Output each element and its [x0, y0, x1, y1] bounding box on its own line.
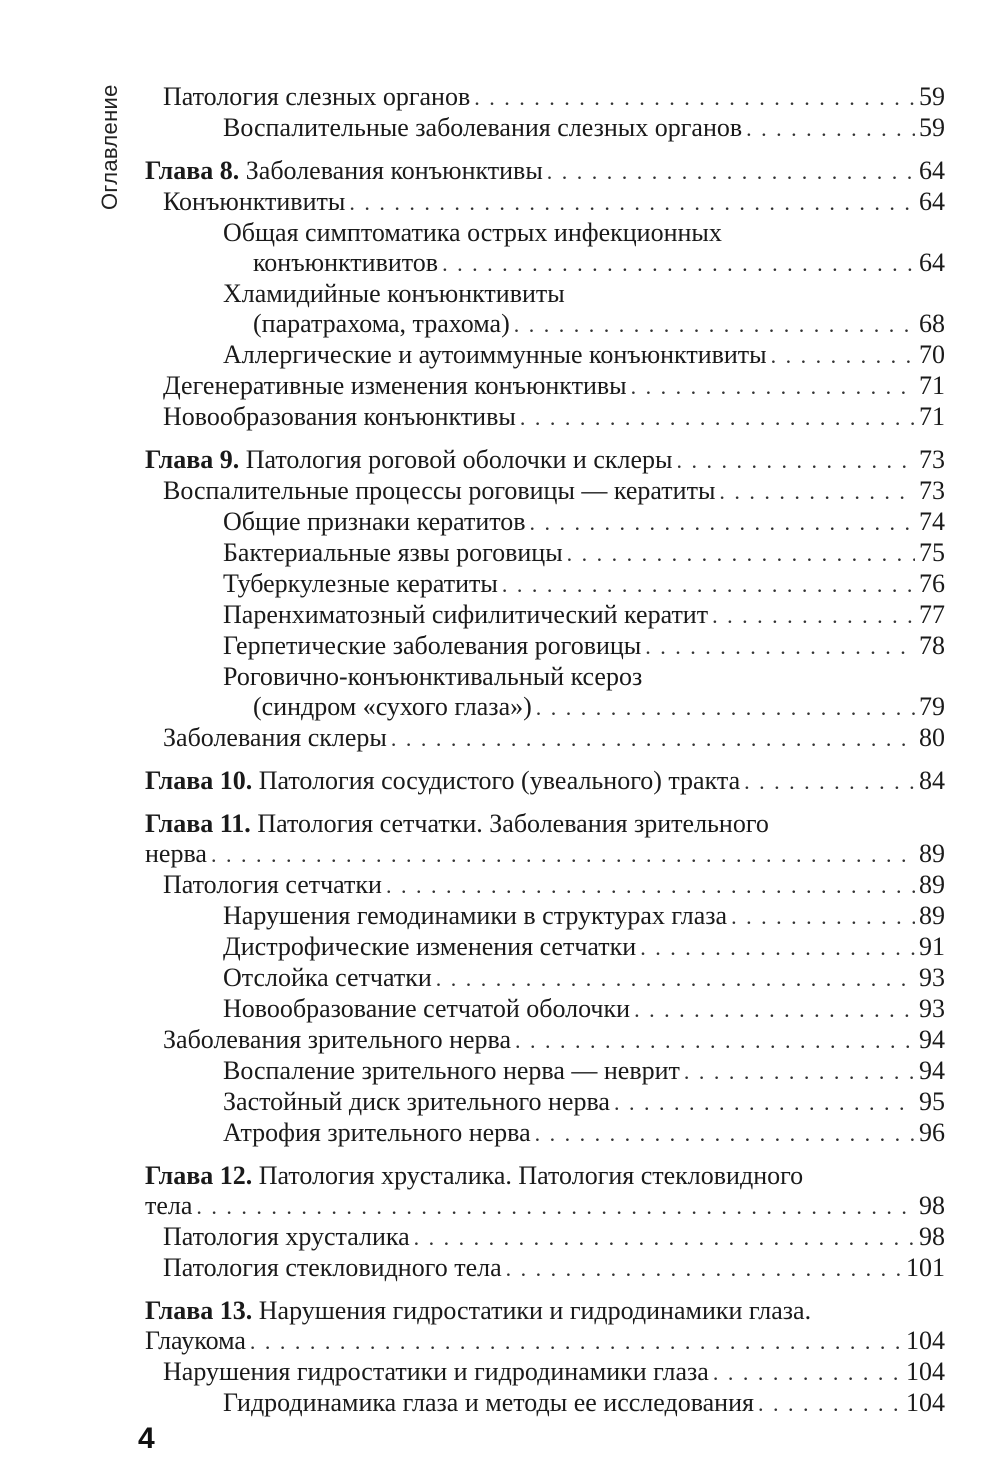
toc-entry[interactable] [145, 994, 945, 1025]
toc-entry[interactable] [145, 1056, 945, 1087]
toc-entry-title: Аллергические и аутоиммунные конъюнктивиты [223, 340, 767, 369]
toc-page-number: 91 [919, 932, 945, 961]
chapter-label: Глава 10. [145, 766, 253, 795]
toc-entry-title-line1: Нарушения гидростатики и гидродинамики глаза. [258, 1296, 812, 1325]
toc-entry[interactable] [145, 1118, 945, 1149]
toc-entry-title: Патология хрусталика [163, 1222, 410, 1251]
toc-page-number: 64 [919, 187, 945, 216]
dot-leader [712, 601, 915, 631]
toc-entry[interactable] [145, 901, 945, 932]
toc-page-number: 59 [919, 113, 945, 142]
toc-page-number: 94 [919, 1056, 945, 1085]
toc-entry-title: Нарушения гидростатики и гидродинамики глаза [163, 1357, 709, 1386]
dot-leader [713, 1358, 902, 1388]
toc-page-number: 71 [919, 371, 945, 400]
toc-entry-title: конъюнктивитов [253, 248, 439, 277]
dot-leader [506, 1254, 902, 1284]
chapter-label: Глава 12. [145, 1161, 253, 1190]
toc-entry-title: Дистрофические изменения сетчатки [223, 932, 637, 961]
toc-entry[interactable] [145, 963, 945, 994]
dot-leader [640, 933, 915, 963]
toc-entry-title: Воспаление зрительного нерва — неврит [223, 1056, 680, 1085]
toc-entry-title: Общие признаки кератитов [223, 507, 526, 536]
toc-page-number: 59 [919, 82, 945, 111]
toc-entry-title: Отслойка сетчатки [223, 963, 432, 992]
page-number: 4 [138, 1422, 155, 1455]
toc-entry[interactable] [145, 340, 945, 371]
running-head: Оглавление [97, 84, 122, 210]
toc-entry-title: Нарушения гемодинамики в структурах глаза [223, 901, 728, 930]
toc-entry[interactable] [145, 932, 945, 963]
toc-page-number: 96 [919, 1118, 945, 1147]
toc-page-number: 80 [919, 723, 945, 752]
dot-leader [515, 1026, 915, 1056]
toc-page-number: 71 [919, 402, 945, 431]
toc-page-number: 78 [919, 631, 945, 660]
toc-entry-title: (синдром «сухого глаза») [253, 692, 532, 721]
toc-page-number: 95 [919, 1087, 945, 1116]
dot-leader [349, 188, 915, 218]
toc-entry[interactable] [145, 1388, 945, 1419]
toc-entry[interactable] [145, 279, 945, 340]
toc-entry-title: (паратрахома, трахома) [253, 309, 510, 338]
dot-leader [436, 964, 915, 994]
toc-entry[interactable] [145, 631, 945, 662]
toc-page-number: 104 [906, 1357, 945, 1386]
toc-page-number: 77 [919, 600, 945, 629]
toc-page-number: 89 [919, 901, 945, 930]
toc-page-number: 64 [919, 156, 945, 185]
toc-entry-title: Герпетические заболевания роговицы [223, 631, 642, 660]
toc-entry-title: Новообразования конъюнктивы [163, 402, 516, 431]
toc-entry[interactable] [145, 218, 945, 279]
toc-page-number: 73 [919, 445, 945, 474]
toc-chapter-entry[interactable] [145, 766, 945, 797]
toc-entry-title-line1: Патология хрусталика. Патология стекловидного [258, 1161, 804, 1190]
toc-entry[interactable] [145, 870, 945, 901]
dot-leader [391, 724, 915, 754]
toc-chapter-entry[interactable] [145, 445, 945, 476]
dot-leader [414, 1223, 915, 1253]
toc-page-number: 104 [906, 1388, 945, 1417]
toc-entry[interactable] [145, 187, 945, 218]
toc-entry-title: Патология роговой оболочки и склеры [245, 445, 673, 474]
toc-entry-title: Патология стекловидного тела [163, 1253, 502, 1282]
dot-leader [442, 249, 915, 279]
dot-leader [196, 1192, 915, 1222]
toc-page-number: 75 [919, 538, 945, 567]
chapter-label: Глава 13. [145, 1296, 253, 1325]
dot-leader [614, 1088, 915, 1118]
toc-entry-title: Конъюнктивиты [163, 187, 346, 216]
toc-page-number: 89 [919, 839, 945, 868]
toc-page-number: 73 [919, 476, 945, 505]
toc-entry-title: Патология сосудистого (увеального) тракта [258, 766, 741, 795]
toc-page-number: 68 [919, 309, 945, 338]
toc-entry[interactable] [145, 82, 945, 113]
toc-entry-title: Патология сетчатки [163, 870, 382, 899]
toc-entry[interactable] [145, 600, 945, 631]
toc-entry[interactable] [145, 371, 945, 402]
dot-leader [719, 477, 915, 507]
toc-entry-title: Заболевания зрительного нерва [163, 1025, 512, 1054]
toc-entry-title: Паренхиматозный сифилитический кератит [223, 600, 709, 629]
toc-entry-title: тела [145, 1191, 193, 1220]
dot-leader [535, 1119, 915, 1149]
dot-leader [502, 570, 915, 600]
toc-entry[interactable] [145, 1222, 945, 1253]
toc-entry-title: Гидродинамика глаза и методы ее исследования [223, 1388, 754, 1417]
toc-chapter-entry[interactable] [145, 809, 945, 870]
toc-entry-title-line1: Патология сетчатки. Заболевания зрительного [257, 809, 769, 838]
dot-leader [520, 403, 915, 433]
toc-entry[interactable] [145, 113, 945, 144]
toc-entry-title: Патология слезных органов [163, 82, 471, 111]
dot-leader [684, 1057, 915, 1087]
toc-page-number: 74 [919, 507, 945, 536]
table-of-contents [145, 82, 945, 1419]
toc-chapter-entry[interactable] [145, 1161, 945, 1222]
dot-leader [567, 539, 915, 569]
toc-entry[interactable] [145, 507, 945, 538]
dot-leader [474, 83, 915, 113]
toc-entry[interactable] [145, 662, 945, 723]
chapter-label: Глава 8. [145, 156, 240, 185]
toc-entry-title: Дегенеративные изменения конъюнктивы [163, 371, 627, 400]
toc-entry-title-line1: Роговично-конъюнктивальный ксероз [223, 662, 643, 691]
toc-entry[interactable] [145, 538, 945, 569]
dot-leader [547, 157, 915, 187]
dot-leader [731, 902, 915, 932]
dot-leader [634, 995, 915, 1025]
toc-entry-title-line1: Общая симптоматика острых инфекционных [223, 218, 722, 247]
dot-leader [677, 446, 916, 476]
toc-page-number: 70 [919, 340, 945, 369]
toc-entry-title-line1: Хламидийные конъюнктивиты [223, 279, 565, 308]
toc-entry-title: Новообразование сетчатой оболочки [223, 994, 631, 1023]
toc-entry-title: Туберкулезные кератиты [223, 569, 498, 598]
toc-page-number: 101 [906, 1253, 945, 1282]
dot-leader [536, 693, 915, 723]
dot-leader [211, 840, 915, 870]
toc-page-number: 76 [919, 569, 945, 598]
toc-entry-title: Застойный диск зрительного нерва [223, 1087, 610, 1116]
toc-entry[interactable] [145, 569, 945, 600]
toc-page-number: 98 [919, 1191, 945, 1220]
toc-page-number: 93 [919, 963, 945, 992]
toc-entry[interactable] [145, 476, 945, 507]
toc-entry[interactable] [145, 1253, 945, 1284]
dot-leader [758, 1389, 902, 1419]
toc-entry[interactable] [145, 723, 945, 754]
chapter-label: Глава 11. [145, 809, 251, 838]
toc-page-number: 84 [919, 766, 945, 795]
toc-entry-title: Заболевания конъюнктивы [245, 156, 543, 185]
toc-entry[interactable] [145, 1087, 945, 1118]
dot-leader [744, 767, 915, 797]
toc-page-number: 93 [919, 994, 945, 1023]
toc-page-number: 104 [906, 1326, 945, 1355]
toc-entry[interactable] [145, 1357, 945, 1388]
toc-entry-title: нерва [145, 839, 207, 868]
toc-entry-title: Атрофия зрительного нерва [223, 1118, 531, 1147]
toc-chapter-entry[interactable] [145, 156, 945, 187]
toc-entry-title: Воспалительные процессы роговицы — кератиты [163, 476, 716, 505]
toc-entry[interactable] [145, 402, 945, 433]
toc-page-number: 94 [919, 1025, 945, 1054]
toc-entry-title: Заболевания склеры [163, 723, 387, 752]
chapter-label: Глава 9. [145, 445, 240, 474]
toc-page-number: 89 [919, 870, 945, 899]
toc-entry[interactable] [145, 1025, 945, 1056]
toc-page-number: 98 [919, 1222, 945, 1251]
toc-entry-title: Воспалительные заболевания слезных органов [223, 113, 743, 142]
toc-entry-title: Бактериальные язвы роговицы [223, 538, 563, 567]
toc-page-number: 79 [919, 692, 945, 721]
toc-entry-title: Глаукома [145, 1326, 246, 1355]
dot-leader [645, 632, 915, 662]
dot-leader [386, 871, 915, 901]
dot-leader [746, 114, 915, 144]
dot-leader [631, 372, 915, 402]
dot-leader [771, 341, 915, 371]
dot-leader [250, 1327, 902, 1357]
dot-leader [514, 310, 915, 340]
dot-leader [530, 508, 915, 538]
toc-page-number: 64 [919, 248, 945, 277]
toc-chapter-entry[interactable] [145, 1296, 945, 1357]
